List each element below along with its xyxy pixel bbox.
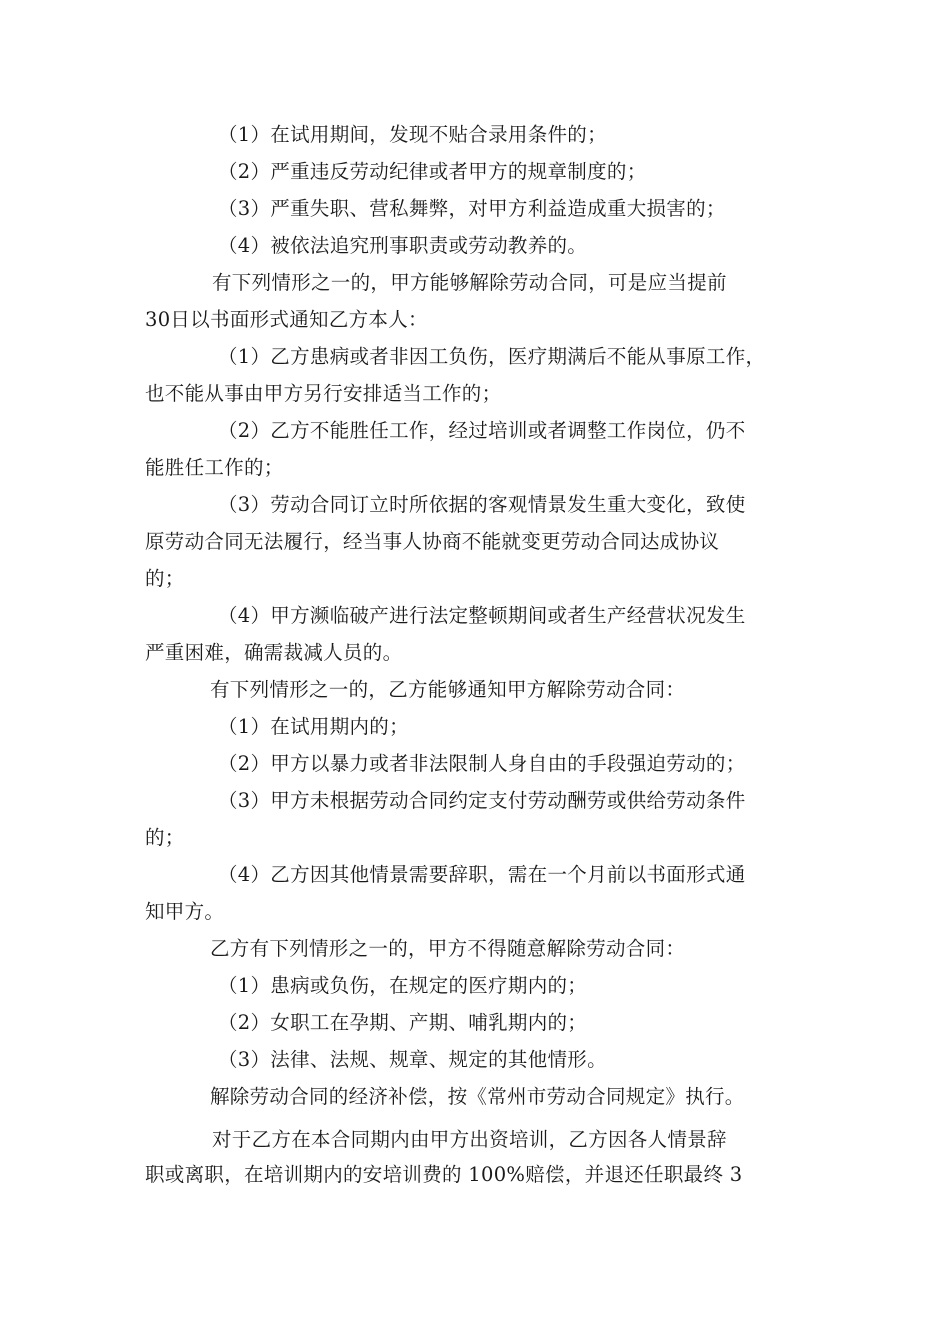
- line-text: （4）乙方因其他情景需要辞职，需在一个月前以书面形式通: [218, 863, 746, 886]
- line-text: 30日以书面形式通知乙方本人：: [145, 308, 428, 331]
- text-line: [0, 1082, 950, 1112]
- line-text: （2）乙方不能胜任工作，经过培训或者调整工作岗位，仍不: [218, 419, 746, 442]
- text-line: [0, 527, 950, 557]
- line-text: （3）劳动合同订立时所依据的客观情景发生重大变化，致使: [218, 493, 746, 516]
- text-line: [0, 157, 950, 187]
- line-text: 的；: [145, 567, 185, 590]
- line-text: 有下列情形之一的，甲方能够解除劳动合同，可是应当提前: [212, 271, 727, 294]
- line-text: 有下列情形之一的，乙方能够通知甲方解除劳动合同：: [210, 678, 686, 701]
- text-line: [0, 1125, 950, 1155]
- line-text: （2）甲方以暴力或者非法限制人身自由的手段强迫劳动的；: [218, 752, 746, 775]
- line-text: （2）女职工在孕期、产期、哺乳期内的；: [218, 1011, 588, 1034]
- text-line: [0, 601, 950, 631]
- line-text: 对于乙方在本合同期内由甲方出资培训，乙方因各人情景辞: [212, 1128, 727, 1151]
- text-line: [0, 934, 950, 964]
- line-text: 职或离职，在培训期内的安培训费的 100%赔偿，并退还任职最终 3: [145, 1163, 743, 1186]
- text-line: [0, 860, 950, 890]
- line-text: 严重困难，确需裁减人员的。: [145, 641, 403, 664]
- line-text: 解除劳动合同的经济补偿，按《常州市劳动合同规定》执行。: [210, 1085, 745, 1108]
- text-line: [0, 971, 950, 1001]
- line-text: （4）甲方濒临破产进行法定整顿期间或者生产经营状况发生: [218, 604, 746, 627]
- line-text: （3）严重失职、营私舞弊，对甲方利益造成重大损害的；: [218, 197, 726, 220]
- text-line: [0, 638, 950, 668]
- line-text: （4）被依法追究刑事职责或劳动教养的。: [218, 234, 588, 257]
- line-text: （1）乙方患病或者非因工负伤，医疗期满后不能从事原工作，: [218, 345, 766, 368]
- line-text: （1）在试用期内的；: [218, 715, 409, 738]
- text-line: [0, 675, 950, 705]
- line-text: 也不能从事由甲方另行安排适当工作的；: [145, 382, 502, 405]
- line-text: 乙方有下列情形之一的，甲方不得随意解除劳动合同：: [210, 937, 686, 960]
- text-line: [0, 305, 950, 335]
- text-line: [0, 490, 950, 520]
- text-line: [0, 379, 950, 409]
- line-text: 原劳动合同无法履行，经当事人协商不能就变更劳动合同达成协议: [145, 530, 720, 553]
- text-line: [0, 342, 950, 372]
- line-text: （3）法律、法规、规章、规定的其他情形。: [218, 1048, 607, 1071]
- line-text: （1）患病或负伤，在规定的医疗期内的；: [218, 974, 588, 997]
- line-text: （1）在试用期间，发现不贴合录用条件的；: [218, 123, 607, 146]
- text-line: [0, 564, 950, 594]
- line-text: （2）严重违反劳动纪律或者甲方的规章制度的；: [218, 160, 647, 183]
- text-line: [0, 453, 950, 483]
- text-line: [0, 1160, 950, 1190]
- line-text: 能胜任工作的；: [145, 456, 284, 479]
- text-line: [0, 823, 950, 853]
- line-text: （3）甲方未根据劳动合同约定支付劳动酬劳或供给劳动条件: [218, 789, 746, 812]
- text-line: [0, 786, 950, 816]
- text-line: [0, 897, 950, 927]
- text-line: [0, 268, 950, 298]
- text-line: [0, 1008, 950, 1038]
- text-line: [0, 1045, 950, 1075]
- text-line: [0, 231, 950, 261]
- text-line: [0, 120, 950, 150]
- text-line: [0, 416, 950, 446]
- text-line: [0, 749, 950, 779]
- text-line: [0, 194, 950, 224]
- line-text: 知甲方。: [145, 900, 225, 923]
- text-line: [0, 712, 950, 742]
- line-text: 的；: [145, 826, 185, 849]
